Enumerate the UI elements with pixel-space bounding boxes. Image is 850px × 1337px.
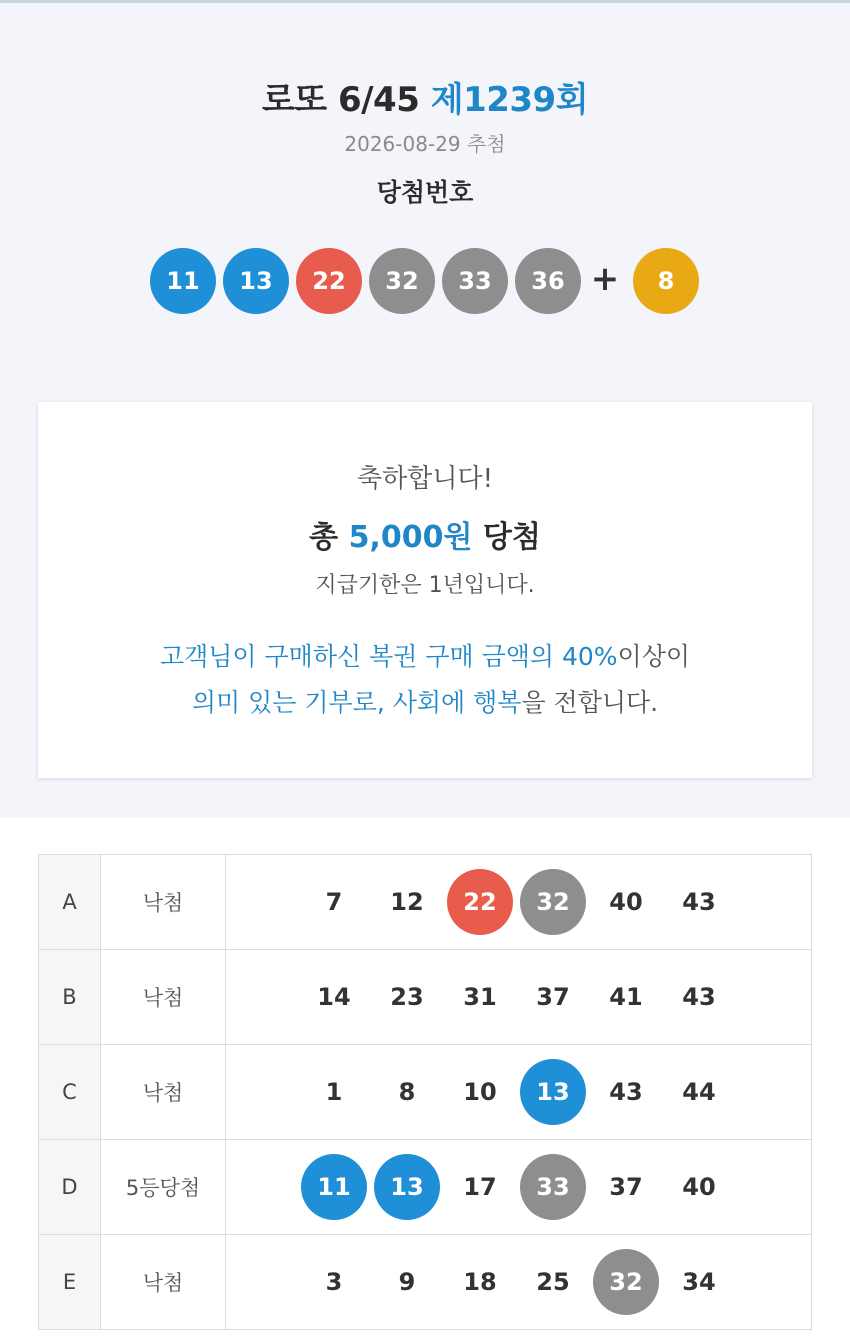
ticket-row — [39, 950, 812, 1045]
ticket-row — [39, 1140, 812, 1235]
total-amount: 5,000원 — [348, 520, 473, 555]
ticket-row — [39, 855, 812, 950]
draw-date: 2026-08-29 추첨 — [344, 132, 506, 156]
matched-number-ball: 22 — [447, 869, 513, 935]
ticket-numbers — [226, 855, 812, 950]
donation-line-1 — [38, 634, 812, 680]
ticket-number: 43 — [609, 1078, 643, 1106]
ticket-number: 23 — [390, 983, 424, 1011]
congrats-text: 축하합니다! — [356, 464, 493, 494]
ticket-id: C — [39, 1045, 101, 1140]
ticket-results-table — [38, 854, 812, 1330]
matched-number-ball: 13 — [374, 1154, 440, 1220]
bonus-ball: 8 — [633, 248, 699, 314]
ticket-result: 낙첨 — [101, 1235, 226, 1330]
ticket-number: 37 — [609, 1173, 643, 1201]
donation-line-2-plain-a: 을 — [521, 688, 546, 717]
donation-line-1-highlight: 고객님이 구매하신 복권 구매 금액의 40% — [159, 642, 618, 671]
ticket-id: E — [39, 1235, 101, 1330]
winning-ball-5: 33 — [442, 248, 508, 314]
donation-line-2-highlight: 의미 있는 기부로, 사회에 행복 — [191, 688, 522, 717]
ticket-number: 7 — [325, 888, 343, 916]
result-card — [38, 402, 812, 778]
ticket-row — [39, 1045, 812, 1140]
ticket-results-section — [0, 818, 850, 1337]
winning-ball-4: 32 — [369, 248, 435, 314]
title-round: 제1239회 — [430, 80, 589, 120]
ticket-number: 43 — [682, 983, 716, 1011]
ticket-result: 낙첨 — [101, 950, 226, 1045]
ticket-row — [39, 1235, 812, 1330]
title-game: 로또 6/45 — [261, 80, 420, 120]
ticket-result: 낙첨 — [101, 855, 226, 950]
ticket-number: 9 — [398, 1268, 416, 1296]
ticket-number: 3 — [325, 1268, 343, 1296]
matched-number-ball: 33 — [520, 1154, 586, 1220]
ticket-numbers — [226, 1235, 812, 1330]
ticket-numbers — [226, 1140, 812, 1235]
winning-ball-1: 11 — [150, 248, 216, 314]
matched-number-ball: 32 — [593, 1249, 659, 1315]
ticket-number: 18 — [463, 1268, 497, 1296]
ticket-number: 8 — [398, 1078, 416, 1106]
ticket-number: 12 — [390, 888, 424, 916]
ticket-numbers — [226, 950, 812, 1045]
donation-line-2-plain-b: 전합니다. — [545, 688, 659, 717]
winning-ball-2: 13 — [223, 248, 289, 314]
ticket-number: 31 — [463, 983, 497, 1011]
matched-number-ball: 11 — [301, 1154, 367, 1220]
matched-number-ball: 32 — [520, 869, 586, 935]
ticket-number: 44 — [682, 1078, 716, 1106]
ticket-id: D — [39, 1140, 101, 1235]
ticket-result: 5등당첨 — [101, 1140, 226, 1235]
total-prize — [38, 512, 812, 556]
page-title — [0, 72, 850, 121]
ticket-id: B — [39, 950, 101, 1045]
ticket-number: 40 — [682, 1173, 716, 1201]
total-prefix: 총 — [309, 520, 339, 555]
ticket-number: 14 — [317, 983, 351, 1011]
ticket-numbers — [226, 1045, 812, 1140]
donation-message — [38, 634, 812, 726]
ticket-number: 41 — [609, 983, 643, 1011]
ticket-number: 37 — [536, 983, 570, 1011]
winning-numbers-label: 당첨번호 — [376, 178, 474, 207]
ticket-number: 40 — [609, 888, 643, 916]
ticket-number: 17 — [463, 1173, 497, 1201]
winning-ball-6: 36 — [515, 248, 581, 314]
matched-number-ball: 13 — [520, 1059, 586, 1125]
ticket-number: 34 — [682, 1268, 716, 1296]
donation-line-1-plain: 이상이 — [617, 642, 690, 671]
ticket-number: 1 — [325, 1078, 343, 1106]
winning-ball-3: 22 — [296, 248, 362, 314]
ticket-id: A — [39, 855, 101, 950]
ticket-number: 10 — [463, 1078, 497, 1106]
total-suffix: 당첨 — [482, 520, 541, 555]
ticket-result: 낙첨 — [101, 1045, 226, 1140]
draw-header — [0, 0, 850, 330]
ticket-number: 43 — [682, 888, 716, 916]
ticket-number: 25 — [536, 1268, 570, 1296]
payment-deadline: 지급기한은 1년입니다. — [315, 573, 535, 598]
bonus-plus-sign: + — [590, 259, 620, 299]
donation-line-2 — [38, 680, 812, 726]
